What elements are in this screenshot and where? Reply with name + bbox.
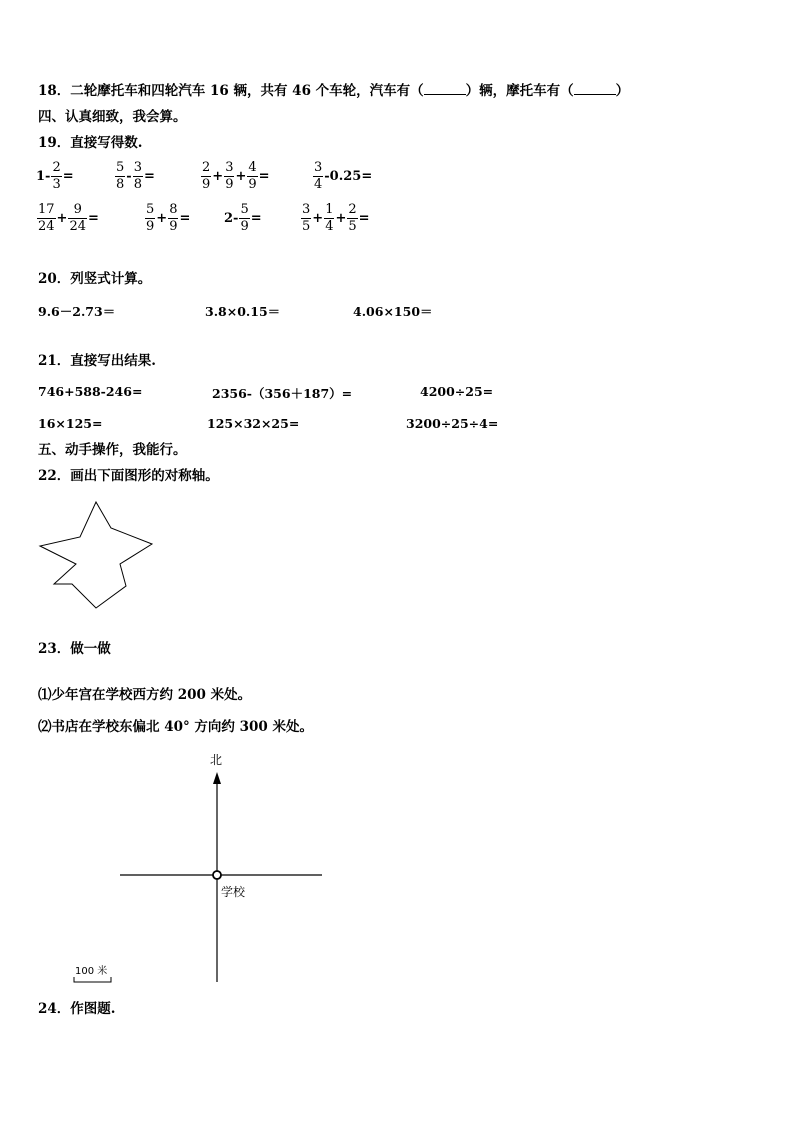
question-18 bbox=[38, 82, 629, 100]
equals: = bbox=[179, 211, 191, 226]
operator: - bbox=[126, 169, 132, 184]
denominator: 9 bbox=[146, 219, 155, 234]
fraction bbox=[347, 202, 357, 235]
q20-expr-1: 9.6－2.73＝ bbox=[38, 304, 116, 319]
numerator: 9 bbox=[73, 202, 82, 217]
q19-expr-1 bbox=[36, 160, 74, 193]
scale-label: 100 米 bbox=[75, 966, 108, 977]
q23-item-2: ⑵书店在学校东偏北 40° 方向约 300 米处。 bbox=[38, 719, 314, 735]
fraction bbox=[224, 160, 234, 193]
north-arrow-icon bbox=[213, 772, 221, 784]
q21-expr-2: 2356-（356＋187）= bbox=[212, 386, 353, 401]
denominator: 4 bbox=[325, 219, 334, 234]
denominator: 9 bbox=[225, 177, 234, 192]
q20-expr-3: 4.06×150＝ bbox=[353, 304, 433, 319]
equals: = bbox=[62, 169, 74, 184]
numerator: 8 bbox=[169, 202, 178, 217]
denominator: 5 bbox=[348, 219, 357, 234]
fraction bbox=[68, 202, 87, 235]
q19-expr-3 bbox=[200, 160, 270, 193]
numerator: 5 bbox=[240, 202, 249, 217]
q23-item-1: ⑴少年宫在学校西方约 200 米处。 bbox=[38, 687, 252, 703]
six-pointed-star-shape bbox=[40, 502, 152, 608]
denominator: 9 bbox=[248, 177, 257, 192]
question-19-title: 19．直接写得数. bbox=[38, 135, 143, 151]
expr-text: 1- bbox=[36, 169, 51, 184]
numerator: 2 bbox=[348, 202, 357, 217]
q19-expr-5 bbox=[36, 202, 99, 235]
equals: = bbox=[88, 211, 99, 226]
section-4-heading: 四、认真细致，我会算。 bbox=[38, 109, 187, 125]
car-count-blank[interactable] bbox=[424, 82, 466, 95]
q21-expr-6: 3200÷25÷4= bbox=[406, 416, 499, 431]
q19-expr-6 bbox=[144, 202, 190, 235]
star-figure[interactable] bbox=[38, 500, 156, 610]
fraction bbox=[324, 202, 334, 235]
operator: + bbox=[156, 211, 168, 226]
fraction bbox=[201, 160, 211, 193]
equals: = bbox=[358, 211, 370, 226]
q19-expr-2 bbox=[114, 160, 155, 193]
numerator: 4 bbox=[248, 160, 257, 175]
fraction bbox=[51, 160, 61, 193]
q18-text-b: ）辆，摩托车有（ bbox=[465, 83, 574, 99]
numerator: 1 bbox=[325, 202, 334, 217]
fraction bbox=[133, 160, 143, 193]
direction-diagram[interactable] bbox=[60, 746, 340, 986]
question-23-title: 23．做一做 bbox=[38, 641, 111, 657]
school-point[interactable] bbox=[213, 871, 221, 879]
numerator: 17 bbox=[38, 202, 55, 217]
operator: + bbox=[56, 211, 68, 226]
question-21-title: 21．直接写出结果. bbox=[38, 353, 156, 369]
equals: = bbox=[258, 169, 270, 184]
numerator: 5 bbox=[146, 202, 155, 217]
fraction bbox=[313, 160, 323, 193]
expr-text: -0.25= bbox=[324, 169, 373, 184]
fraction bbox=[37, 202, 56, 235]
denominator: 9 bbox=[240, 219, 249, 234]
section-5-heading: 五、动手操作，我能行。 bbox=[38, 442, 187, 458]
numerator: 2 bbox=[202, 160, 211, 175]
numerator: 3 bbox=[133, 160, 142, 175]
scale-bar bbox=[74, 977, 111, 982]
fraction bbox=[115, 160, 125, 193]
operator: + bbox=[335, 211, 347, 226]
operator: + bbox=[212, 169, 224, 184]
denominator: 9 bbox=[169, 219, 178, 234]
numerator: 3 bbox=[302, 202, 311, 217]
q21-expr-5: 125×32×25= bbox=[207, 416, 300, 431]
numerator: 2 bbox=[52, 160, 61, 175]
q20-expr-2: 3.8×0.15＝ bbox=[205, 304, 281, 319]
numerator: 3 bbox=[225, 160, 234, 175]
school-label: 学校 bbox=[221, 885, 246, 899]
denominator: 4 bbox=[314, 177, 323, 192]
operator: + bbox=[235, 169, 247, 184]
question-24-title: 24．作图题. bbox=[38, 1001, 116, 1017]
q21-expr-1: 746+588-246= bbox=[38, 384, 143, 399]
equals: = bbox=[250, 211, 262, 226]
q19-expr-4 bbox=[312, 160, 372, 193]
q21-expr-4: 16×125= bbox=[38, 416, 103, 431]
fraction bbox=[301, 202, 311, 235]
question-22-title: 22．画出下面图形的对称轴。 bbox=[38, 468, 219, 484]
motorcycle-count-blank[interactable] bbox=[574, 82, 616, 95]
numerator: 5 bbox=[116, 160, 125, 175]
fraction bbox=[239, 202, 249, 235]
operator: + bbox=[312, 211, 324, 226]
equals: = bbox=[143, 169, 155, 184]
q18-text-c: ） bbox=[615, 83, 630, 99]
q21-expr-3: 4200÷25= bbox=[420, 384, 494, 399]
q18-text-a: 18．二轮摩托车和四轮汽车 16 辆，共有 46 个车轮，汽车有（ bbox=[38, 83, 424, 99]
q19-expr-8 bbox=[300, 202, 370, 235]
denominator: 9 bbox=[202, 177, 211, 192]
north-label: 北 bbox=[210, 753, 223, 767]
fraction bbox=[145, 202, 155, 235]
q19-expr-7 bbox=[224, 202, 262, 235]
denominator: 24 bbox=[69, 219, 86, 234]
expr-text: 2- bbox=[224, 211, 239, 226]
fraction bbox=[247, 160, 257, 193]
question-20-title: 20．列竖式计算。 bbox=[38, 271, 152, 287]
denominator: 3 bbox=[52, 177, 61, 192]
denominator: 5 bbox=[302, 219, 311, 234]
denominator: 24 bbox=[38, 219, 55, 234]
denominator: 8 bbox=[133, 177, 142, 192]
numerator: 3 bbox=[314, 160, 323, 175]
fraction bbox=[168, 202, 178, 235]
denominator: 8 bbox=[116, 177, 125, 192]
